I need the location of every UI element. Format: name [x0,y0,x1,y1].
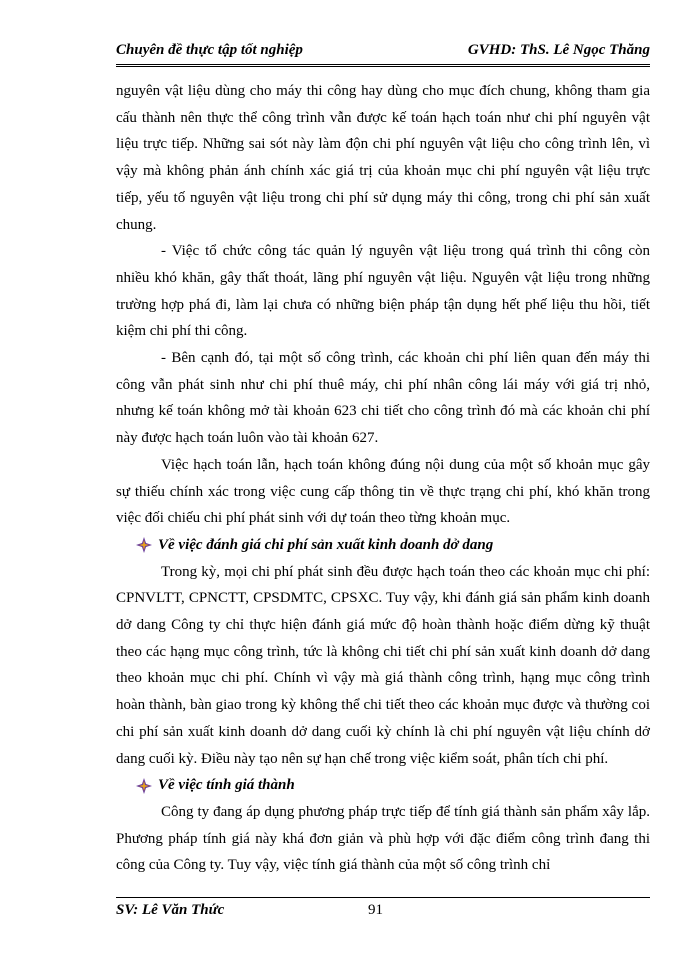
page-body [116,78,650,879]
section-heading-cost-calculation [116,772,650,799]
paragraph-6: Công ty đang áp dụng phương pháp trực tiếp để tính giá thành sản phẩm xây lắp. Phương pháp tính giá này khá đơn giản và phù hợp với đặc điểm công trình đang thi công của Công ty. Tuy vậy, việc tính giá thành của một số công trình chỉ [116,803,650,874]
paragraph-5: Trong kỳ, mọi chi phí phát sinh đều được hạch toán theo các khoản mục chi phí: CPNVLTT, CPNCTT, CPSDMTC, CPSXC. Tuy vậy, khi đánh giá sản phẩm kinh doanh dở dang Công ty chỉ thực hiện đánh giá mức độ hoàn thành hoặc điểm dừng kỹ thuật theo các hạng mục công trình, tức là không chi tiết chi phí sản xuất kinh doanh dở dang theo khoản mục chi phí. Chính vì vậy mà giá thành công trình, hạng mục công trình hoàn thành, bàn giao trong kỳ không thể chi tiết theo các khoản mục được và thường coi chi phí sản xuất kinh doanh dở dang cuối kỳ chính là chi phí nguyên vật liệu chính dở dang cuối kỳ. Điều này tạo nên sự hạn chế trong việc kiểm soát, phân tích chi phí. [116,563,650,767]
footer-student: SV: Lê Văn Thức [116,902,225,918]
section-heading-text: Về việc tính giá thành [158,777,295,794]
bullet-sparkle-icon [136,537,152,553]
header-title: Chuyên đề thực tập tốt nghiệp [116,42,303,58]
page-number: 91 [368,902,383,918]
section-heading-wip-valuation [116,532,650,559]
page-footer [116,897,650,928]
paragraph-1: nguyên vật liệu dùng cho máy thi công hay dùng cho mục đích chung, không tham gia cấu thành nên thực thể công trình vẫn được kế toán hạch toán như chi phí nguyên vật liệu trực tiếp. Những sai sót này làm độn chi phí nguyên vật liệu cho công trình lên, vì vậy mà không phản ánh chính xác giá trị của khoản mục chi phí nguyên vật liệu trực tiếp, yếu tố nguyên vật liệu trong chi phí sử dụng máy thi công, trong chi phí sản xuất chung. [116,83,650,233]
page-header [116,38,650,67]
bullet-sparkle-icon [136,778,152,794]
paragraph-4: Việc hạch toán lẫn, hạch toán không đúng nội dung của một số khoản mục gây sự thiếu chính xác trong việc cung cấp thông tin về thực trạng chi phí, khó khăn trong việc đối chiếu chi phí phát sinh với dự toán theo từng khoản mục. [116,456,650,527]
section-heading-text: Về việc đánh giá chi phí sản xuất kinh doanh dở dang [158,536,494,553]
paragraph-2: - Việc tổ chức công tác quản lý nguyên vật liệu trong quá trình thi công còn nhiều khó khăn, gây thất thoát, lãng phí nguyên vật liệu. Nguyên vật liệu trong những trường hợp phá đi, làm lại chưa có những biện pháp tận dụng hết phế liệu thu hồi, tiết kiệm chi phí thi công. [116,243,650,340]
paragraph-3: - Bên cạnh đó, tại một số công trình, các khoản chi phí liên quan đến máy thi công vẫn phát sinh như chi phí thuê máy, chi phí nhân công lái máy với giá trị nhỏ, nhưng kế toán không mở tài khoản 623 chi tiết cho công trình đó mà các khoản chi phí này được hạch toán luôn vào tài khoản 627. [116,350,650,447]
header-supervisor: GVHD: ThS. Lê Ngọc Thăng [467,42,650,58]
